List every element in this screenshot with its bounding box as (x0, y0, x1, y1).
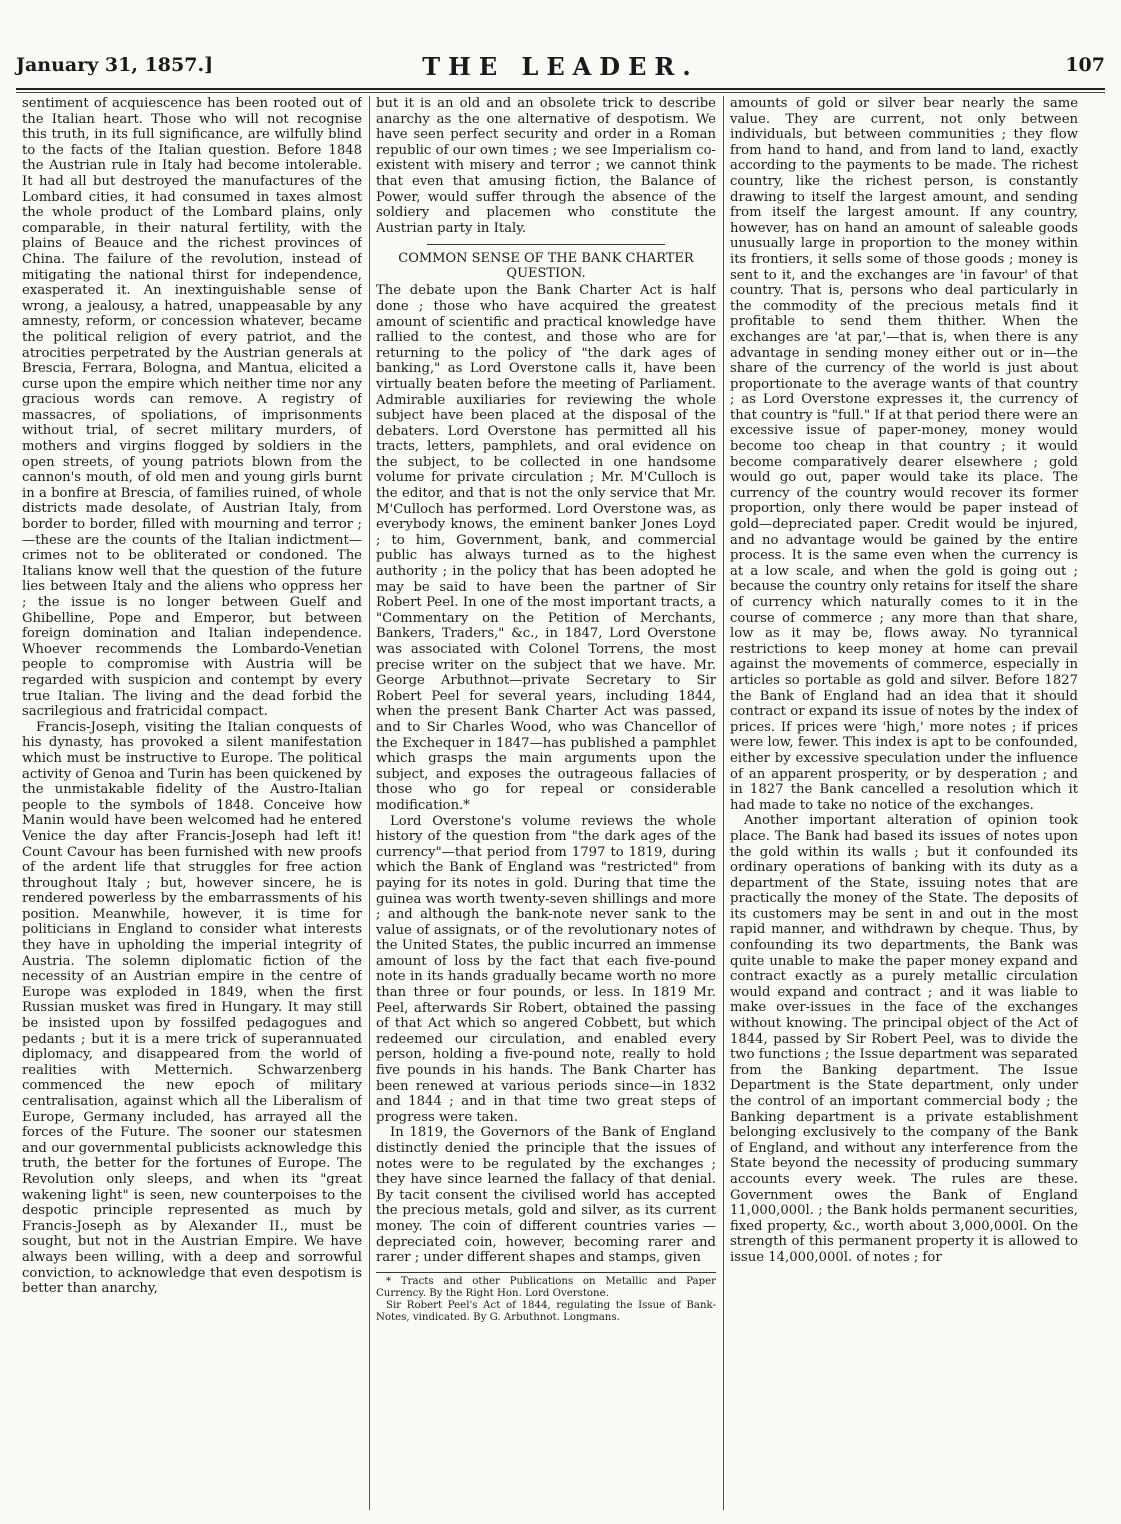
article-paragraph: Francis-Joseph, visiting the Italian conquests of his dynasty, has provoked a silent manifestation which must be instructive to Europe. The political activity of Genoa and Turin has been quickened by the unmistakable fidelity of the Austro-Italian people to the symbols of 1848. Conceive how Manin would have been welcomed had he entered Venice the day after Francis-Joseph had left it! Count Cavour has been furnished with new proofs of the ardent life that struggles for free action throughout Italy ; but, however sincere, he is rendered powerless by the embarrassments of his position. Meanwhile, however, it is time for politicians in England to consider what interests they have in upholding the imperial integrity of Austria. The solemn diplomatic fiction of the necessity of an Austrian empire in the centre of Europe was exploded in 1849, when the first Russian musket was fired in Hungary. It may still be insisted upon by fossilfed pedagogues and pedants ; but it is a mere trick of superannuated diplomacy, and disappeared from the world of realities with Metternich. Schwarzenberg commenced the new epoch of military centralisation, against which all the Liberalism of Europe, Germany included, has arrayed all the forces of the Future. The sooner our statesmen and our governmental publicists acknowledge this truth, the better for the fortunes of Europe. The Revolution only sleeps, and when its "great wakening light" is seen, new counterpoises to the despotic principle represented as much by Francis-Joseph as by Alexander II., must be sought, but not in the Austrian Empire. We have always been willing, with a deep and sorrowful conviction, to acknowledge that even despotism is better than anarchy, (22, 719, 362, 1297)
article-paragraph: amounts of gold or silver bear nearly the same value. They are current, not only between individuals, but between communities ; they flow from hand to hand, and from land to land, exactly according to the payments to be made. The richest country, like the richest person, is constantly drawing to itself the largest amount, and sending from itself the largest amount. If any country, however, has on hand an amount of saleable goods unusually large in proportion to the money within its frontiers, it sells some of those goods ; money is sent to it, and the exchanges are 'in favour' of that country. That is, persons who deal particularly in the commodity of the precious metals find it profitable to send them thither. When the exchanges are 'at par,'—that is, when there is any advantage in sending money either out or in—the share of the currency of the world is just about proportionate to the average wants of that country ; as Lord Overstone expresses it, the currency of that country is "full." If at that period there were an excessive issue of paper-money, money would become too cheap in that country ; it would become comparatively dearer elsewhere ; gold would go out, paper would take its place. The currency of the country would recover its former proportion, only there would be paper instead of gold—depreciated paper. Credit would be injured, and no advantage would be gained by the entire process. It is the same even when the currency is at a low scale, and when the gold is going out ; because the country only retains for itself the share of currency which naturally comes to it in the course of commerce ; any more than that share, low as it may be, flows away. No tyrannical restrictions to keep money at home can prevail against the movements of commerce, especially in articles so portable as gold and silver. Before 1827 the Bank of England had an idea that it should contract or expand its issue of notes by the index of prices. If prices were 'high,' more notes ; if prices were low, fewer. This index is apt to be confounded, either by excessive speculation under the influence of an apparent prosperity, or by desperation ; and in 1827 the Bank cancelled a resolution which it had made to take no notice of the exchanges. (730, 96, 1078, 813)
article-paragraph: The debate upon the Bank Charter Act is half done ; those who have acquired the greatest amount of scientific and practical knowledge have rallied to the contest, and those who are for returning to the policy of "the dark ages of banking," as Lord Overstone calls it, have been virtually beaten before the meeting of Parliament. Admirable auxiliaries for reviewing the whole subject have been placed at the disposal of the debaters. Lord Overstone has permitted all his tracts, letters, pamphlets, and oral evidence on the subject, to be collected in one handsome volume for private circulation ; Mr. M'Culloch is the editor, and that is not the only service that Mr. M'Culloch has performed. Lord Overstone was, as everybody knows, the eminent banker Jones Loyd ; to him, Government, bank, and commercial public has always turned as to the highest authority ; in the policy that has been adopted he may be said to have been the partner of Sir Robert Peel. In one of the most important tracts, a "Commentary on the Petition of Merchants, Bankers, Traders," &c., in 1847, Lord Overstone was associated with Colonel Torrens, the most precise writer on the subject that we have. Mr. George Arbuthnot—private Secretary to Sir Robert Peel for several years, including 1844, when the present Bank Charter Act was passed, and to Sir Charles Wood, who was Chancellor of the Exchequer in 1847—has published a pamphlet which grasps the main arguments upon the subject, and exposes the outrageous fallacies of those who go for repeal or considerable modification.* (376, 283, 716, 813)
column-divider (369, 96, 370, 1510)
footnote-rule (376, 1272, 716, 1273)
masthead-rule-thin (16, 92, 1105, 93)
footnote: Sir Robert Peel's Act of 1844, regulating the Issue of Bank-Notes, vindicated. By G. Arbuthnot. Longmans. (376, 1299, 716, 1323)
column-divider (723, 96, 724, 1510)
column-2 (376, 96, 716, 1510)
article-paragraph: sentiment of acquiescence has been rooted out of the Italian heart. Those who will not recognise this truth, in its full significance, are wilfully blind to the facts of the Italian question. Before 1848 the Austrian rule in Italy had become intolerable. It had all but destroyed the manufactures of the Lombard cities, it had consumed in taxes almost the whole product of the Lombard plains, only comparable, in their natural fertility, with the plains of Beauce and the richest provinces of China. The failure of the revolution, instead of mitigating the national thirst for independence, exasperated it. An inextinguishable sense of wrong, a jealousy, a hatred, unappeasable by any amnesty, reform, or concession whatever, became the political religion of every patriot, and the atrocities perpetrated by the Austrian generals at Brescia, Ferrara, Bologna, and Mantua, elicited a curse upon the empire which neither time nor any gracious words can remove. A registry of massacres, of spoliations, of imprisonments without trial, of secret military murders, of mothers and virgins flogged by soldiers in the open streets, of young patriots blown from the cannon's mouth, of old men and young girls burnt in a bonfire at Brescia, of families ruined, of whole districts made desolate, of Austrian Italy, from border to border, filled with mourning and terror ;—these are the counts of the Italian indictment—crimes not to be obliterated or condoned. The Italians know well that the question of the future lies between Italy and the aliens who oppress her ; the issue is no longer between Guelf and Ghibelline, Pope and Emperor, but between foreign domination and Italian independence. Whoever recommends the Lombardo-Venetian people to compromise with Austria will be regarded with suspicion and contempt by every true Italian. The living and the dead forbid the sacrilegious and fratricidal compact. (22, 96, 362, 720)
footnote: * Tracts and other Publications on Metallic and Paper Currency. By the Right Hon. Lord Overstone. (376, 1275, 716, 1299)
column-3 (730, 96, 1078, 1510)
article-paragraph: Another important alteration of opinion took place. The Bank had based its issues of notes upon the gold within its walls ; but it confounded its ordinary operations of banking with its duty as a department of the State, issuing notes that are practically the money of the State. The deposits of its customers may be sent in and out in the most rapid manner, and withdrawn by cheque. Thus, by confounding its two departments, the Bank was quite unable to make the paper money expand and contract exactly as a purely metallic circulation would expand and contract ; and it was liable to make over-issues in the face of the exchanges without knowing. The principal object of the Act of 1844, passed by Sir Robert Peel, was to divide the two functions ; the Issue department was separated from the Banking department. The Issue Department is the State department, only under the control of an important commercial body ; the Banking department is a private establishment belonging exclusively to the company of the Bank of England, and without any interference from the State beyond the necessity of producing summary accounts every week. The rules are these. Government owes the Bank of England 11,000,000l. ; the Bank holds permanent securities, fixed property, &c., worth about 3,000,000l. On the strength of this permanent property it is allowed to issue 14,000,000l. of notes ; for (730, 813, 1078, 1265)
issue-date: January 31, 1857.] (16, 54, 214, 76)
article-paragraph: but it is an old and an obsolete trick to describe anarchy as the one alternative of despotism. We have seen perfect security and order in a Roman republic of our own times ; we see Imperialism co-existent with misery and terror ; we cannot think that even that amusing fiction, the Balance of Power, would suffer through the absence of the soldiery and placemen who constitute the Austrian party in Italy. (376, 96, 716, 236)
page-number: 107 (1065, 54, 1105, 76)
newspaper-title: THE LEADER. (422, 52, 699, 81)
masthead (16, 52, 1105, 86)
masthead-rule (16, 88, 1105, 90)
article-separator (427, 244, 665, 245)
column-1 (22, 96, 362, 1510)
article-headline: COMMON SENSE OF THE BANK CHARTER QUESTION. (398, 251, 694, 282)
article-paragraph: Lord Overstone's volume reviews the whole history of the question from "the dark ages of the currency"—that period from 1797 to 1819, during which the Bank of England was "restricted" from paying for its notes in gold. During that time the guinea was worth twenty-seven shillings and more ; and although the bank-note never sank to the value of assignats, or of the revolutionary notes of the United States, the public incurred an immense amount of loss by the fact that each five-pound note in its hands gradually became worth no more than three or four pounds, or less. In 1819 Mr. Peel, afterwards Sir Robert, obtained the passing of that Act which so angered Cobbett, but which redeemed our circulation, and enabled every person, holding a five-pound note, really to hold five pounds in his hands. The Bank Charter has been renewed at various periods since—in 1832 and 1844 ; and in that time two great steps of progress were taken. (376, 813, 716, 1125)
footnotes (376, 1276, 716, 1324)
article-paragraph: In 1819, the Governors of the Bank of England distinctly denied the principle that the issues of notes were to be regulated by the exchanges ; they have since learned the fallacy of that denial. By tacit consent the civilised world has accepted the precious metals, gold and silver, as its current money. The coin of different countries varies — depreciated coin, however, becoming rarer and rarer ; under different shapes and stamps, given (376, 1125, 716, 1266)
